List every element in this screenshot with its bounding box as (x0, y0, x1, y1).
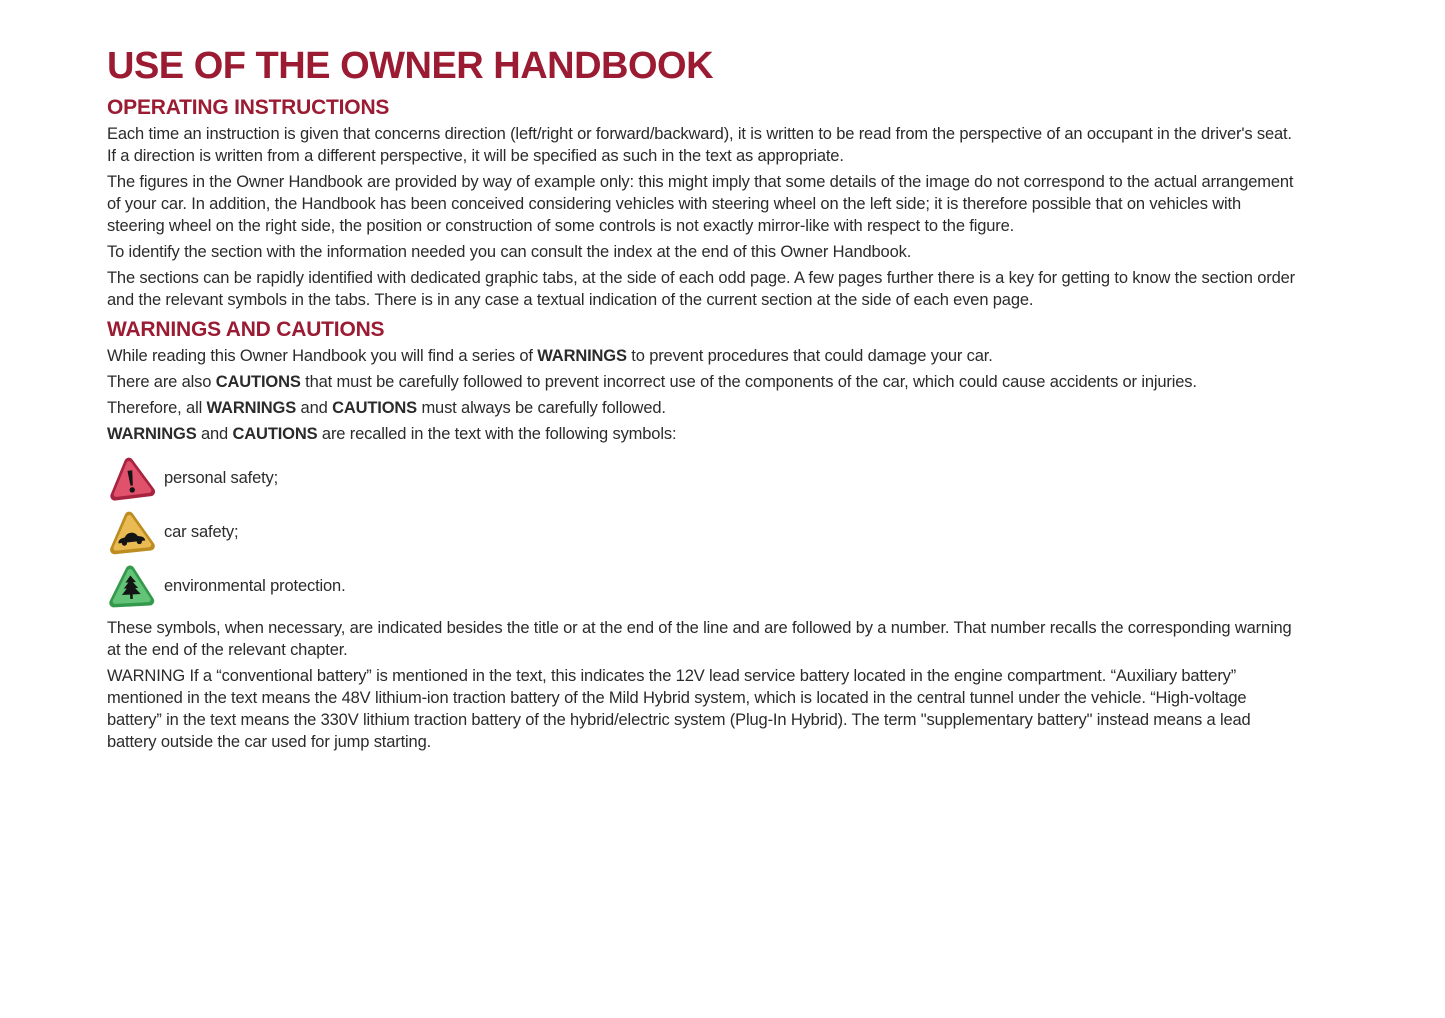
paragraph-graphic-tabs: The sections can be rapidly identified with dedicated graphic tabs, at the side of each odd page. A few pages further there is a key for getting to know the section order and the relevant symbols in the tabs. There is in any case a textual indication of the current section at the side of each even page. (107, 269, 1295, 309)
symbol-label-car-safety: car safety; (164, 522, 239, 541)
paragraph-direction-perspective: Each time an instruction is given that concerns direction (left/right or forward/backward), it is written to be read from the perspective of an occupant in the driver's seat. If a direction is written from a different perspective, it will be specified as such in the text as appropriate. (107, 125, 1292, 165)
paragraph-therefore-followed: Therefore, all WARNINGS and CAUTIONS must always be carefully followed. (107, 399, 666, 417)
personal-safety-warning-icon (107, 455, 155, 501)
environmental-protection-icon (107, 563, 155, 609)
symbol-label-personal-safety: personal safety; (164, 468, 279, 487)
symbol-row-environmental-protection (107, 563, 1299, 609)
paragraph-index-reference: To identify the section with the information needed you can consult the index at the end of this Owner Handbook. (107, 243, 912, 261)
symbol-label-environmental-protection: environmental protection. (164, 576, 346, 595)
paragraph-symbols-intro: WARNINGS and CAUTIONS are recalled in the text with the following symbols: (107, 425, 677, 443)
symbol-row-car-safety (107, 509, 1299, 555)
page-content (107, 46, 1299, 753)
warning-symbols-list (107, 455, 1299, 609)
paragraph-warnings-intro: While reading this Owner Handbook you will find a series of WARNINGS to prevent procedures that could damage your car. (107, 347, 993, 365)
paragraph-cautions-intro: There are also CAUTIONS that must be carefully followed to prevent incorrect use of the components of the car, which could cause accidents or injuries. (107, 373, 1197, 391)
paragraph-figures-example: The figures in the Owner Handbook are provided by way of example only: this might imply that some details of the image do not correspond to the actual arrangement of your car. In addition, the Handbook has been conceived considering vehicles with steering wheel on the left side; it is therefore possible that on vehicles with steering wheel on the right side, the position or construction of some controls is not exactly mirror-like with respect to the figure. (107, 173, 1294, 235)
section-heading-operating-instructions: OPERATING INSTRUCTIONS (107, 96, 390, 119)
page-title: USE OF THE OWNER HANDBOOK (107, 45, 714, 87)
symbol-row-personal-safety (107, 455, 1299, 501)
paragraph-battery-warning: WARNING If a “conventional battery” is mentioned in the text, this indicates the 12V lead service battery located in the engine compartment. “Auxiliary battery” mentioned in the text means the 48V lithium-ion traction battery of the Mild Hybrid system, which is located in the central tunnel under the vehicle. “High-voltage battery” in the text means the 330V lithium traction battery of the hybrid/electric system (Plug-In Hybrid). The term "supplementary battery" instead means a lead battery outside the car used for jump starting. (107, 667, 1251, 751)
car-safety-warning-icon (107, 509, 155, 555)
paragraph-symbols-numbering: These symbols, when necessary, are indicated besides the title or at the end of the line and are followed by a number. That number recalls the corresponding warning at the end of the relevant chapter. (107, 619, 1292, 659)
section-heading-warnings-and-cautions: WARNINGS AND CAUTIONS (107, 318, 385, 341)
